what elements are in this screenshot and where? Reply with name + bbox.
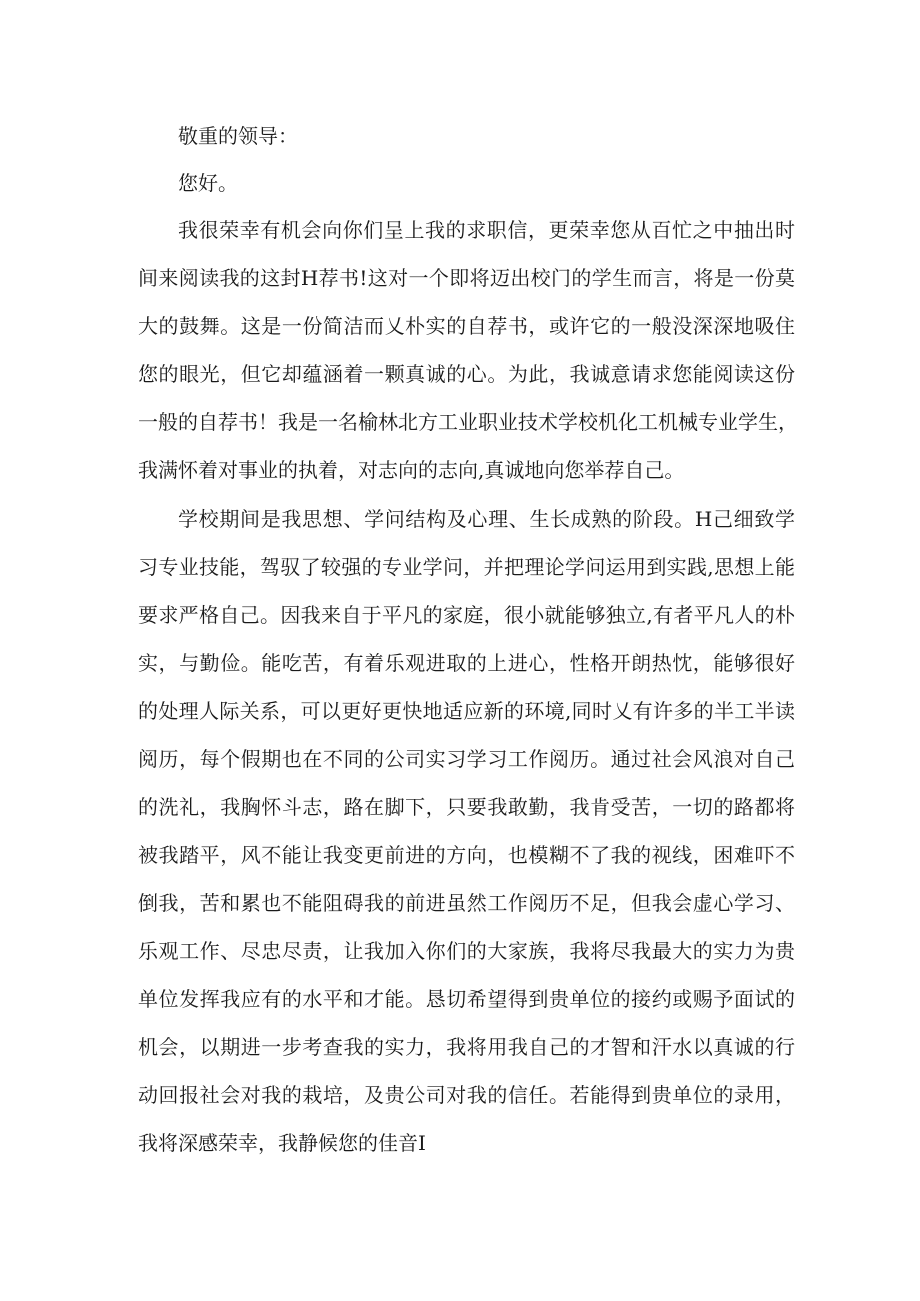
paragraph2-line: 实，与勤俭。能吃苦，有着乐观进取的上进心，性格开朗热忱，能够很好: [138, 651, 795, 675]
paragraph2-line: 阅历，每个假期也在不同的公司实习学习工作阅历。通过社会风浪对自己: [138, 747, 795, 771]
paragraph1-line: 一般的自荐书！我是一名榆林北方工业职业技术学校机化工机械专业学生，: [138, 410, 798, 434]
paragraph1-line: 间来阅读我的这封H荐书!这对一个即将迈出校门的学生而言，将是一份莫: [138, 266, 795, 290]
paragraph2-line: 动回报社会对我的栽培，及贵公司对我的信任。若能得到贵单位的录用，: [138, 1083, 795, 1107]
paragraph2-line: 我将深感荣幸，我静候您的佳音I: [138, 1131, 426, 1155]
paragraph2-line: 倒我，苦和累也不能阻碍我的前进虽然工作阅历不足，但我会虚心学习、: [138, 891, 795, 915]
paragraph2-line: 习专业技能，驾驭了较强的专业学问，并把理论学问运用到实践,思想上能: [138, 555, 795, 579]
paragraph2-line: 乐观工作、尽忠尽责，让我加入你们的大家族，我将尽我最大的实力为贵: [138, 939, 795, 963]
paragraph2-line: 学校期间是我思想、学问结构及心理、生长成熟的阶段。H己细致学: [178, 507, 795, 531]
paragraph1-line: 您的眼光，但它却蕴涵着一颗真诚的心。为此，我诚意请求您能阅读这份: [138, 362, 795, 386]
paragraph2-line: 的洗礼，我胸怀斗志，路在脚下，只要我敢勤，我肯受苦，一切的路都将: [138, 795, 795, 819]
salutation: 敬重的领导：: [178, 124, 298, 148]
paragraph2-line: 单位发挥我应有的水平和才能。恳切希望得到贵单位的接约或赐予面试的: [138, 987, 795, 1011]
paragraph2-line: 机会，以期进一步考查我的实力，我将用我自己的才智和汗水以真诚的行: [138, 1035, 795, 1059]
greeting: 您好。: [178, 171, 238, 195]
paragraph1-line: 大的鼓舞。这是一份简洁而乂朴实的自荐书，或许它的一般没深深地吸住: [138, 314, 795, 338]
paragraph1-line: 我很荣幸有机会向你们呈上我的求职信，更荣幸您从百忙之中抽出时: [178, 218, 795, 242]
paragraph2-line: 要求严格自己。因我来自于平凡的家庭，很小就能够独立,有者平凡人的朴: [138, 603, 795, 627]
paragraph2-line: 的处理人际关系，可以更好更快地适应新的环境,同时乂有许多的半工半读: [138, 699, 795, 723]
paragraph1-line: 我满怀着对事业的执着，对志向的志向,真诚地向您举荐自己。: [138, 458, 685, 482]
paragraph2-line: 被我踏平，风不能让我变更前进的方向，也模糊不了我的视线，困难吓不: [138, 843, 795, 867]
